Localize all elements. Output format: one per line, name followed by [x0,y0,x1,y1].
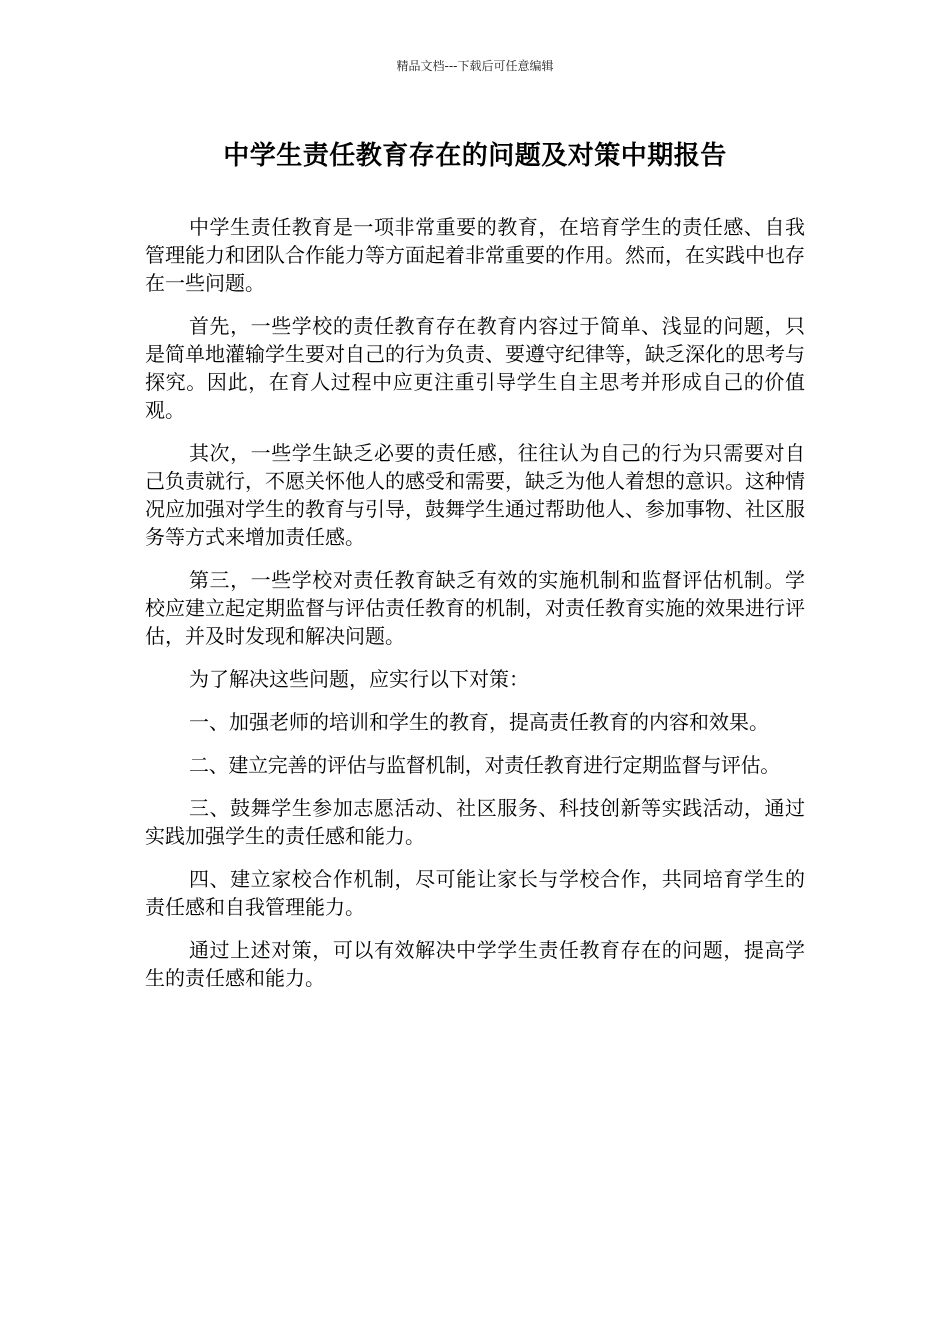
paragraph-measure-2: 二、建立完善的评估与监督机制，对责任教育进行定期监督与评估。 [189,753,780,777]
paragraph-measure-3: 三、鼓舞学生参加志愿活动、社区服务、科技创新等实践活动，通过实践加强学生的责任感和能力。 [145,796,805,848]
paragraph-third-issue: 第三，一些学校对责任教育缺乏有效的实施机制和监督评估机制。学校应建立起定期监督与评估责任教育的机制，对责任教育实施的效果进行评估，并及时发现和解决问题。 [145,568,805,648]
document-title: 中学生责任教育存在的问题及对策中期报告 [223,141,727,171]
paragraph-intro: 中学生责任教育是一项非常重要的教育，在培育学生的责任感、自我管理能力和团队合作能力等方面起着非常重要的作用。然而，在实践中也存在一些问题。 [145,215,805,295]
paragraph-second-issue: 其次，一些学生缺乏必要的责任感，往往认为自己的行为只需要对自己负责就行，不愿关怀他人的感受和需要，缺乏为他人着想的意识。这种情况应加强对学生的教育与引导，鼓舞学生通过帮助他人、参加事物、社区服务等方式来增加责任感。 [145,441,805,549]
paragraph-first-issue: 首先，一些学校的责任教育存在教育内容过于简单、浅显的问题，只是简单地灌输学生要对自己的行为负责、要遵守纪律等，缺乏深化的思考与探究。因此，在育人过程中应更注重引导学生自主思考并形成自己的价值观。 [145,314,805,422]
paragraph-measures-intro: 为了解决这些问题，应实行以下对策： [189,667,529,691]
paragraph-conclusion: 通过上述对策，可以有效解决中学学生责任教育存在的问题，提高学生的责任感和能力。 [145,938,805,990]
paragraph-measure-1: 一、加强老师的培训和学生的教育，提高责任教育的内容和效果。 [189,710,769,734]
paragraph-measure-4: 四、建立家校合作机制，尽可能让家长与学校合作，共同培育学生的责任感和自我管理能力。 [145,867,805,919]
page-header: 精品文档---下载后可任意编辑 [396,59,554,73]
document-body [145,213,805,1007]
